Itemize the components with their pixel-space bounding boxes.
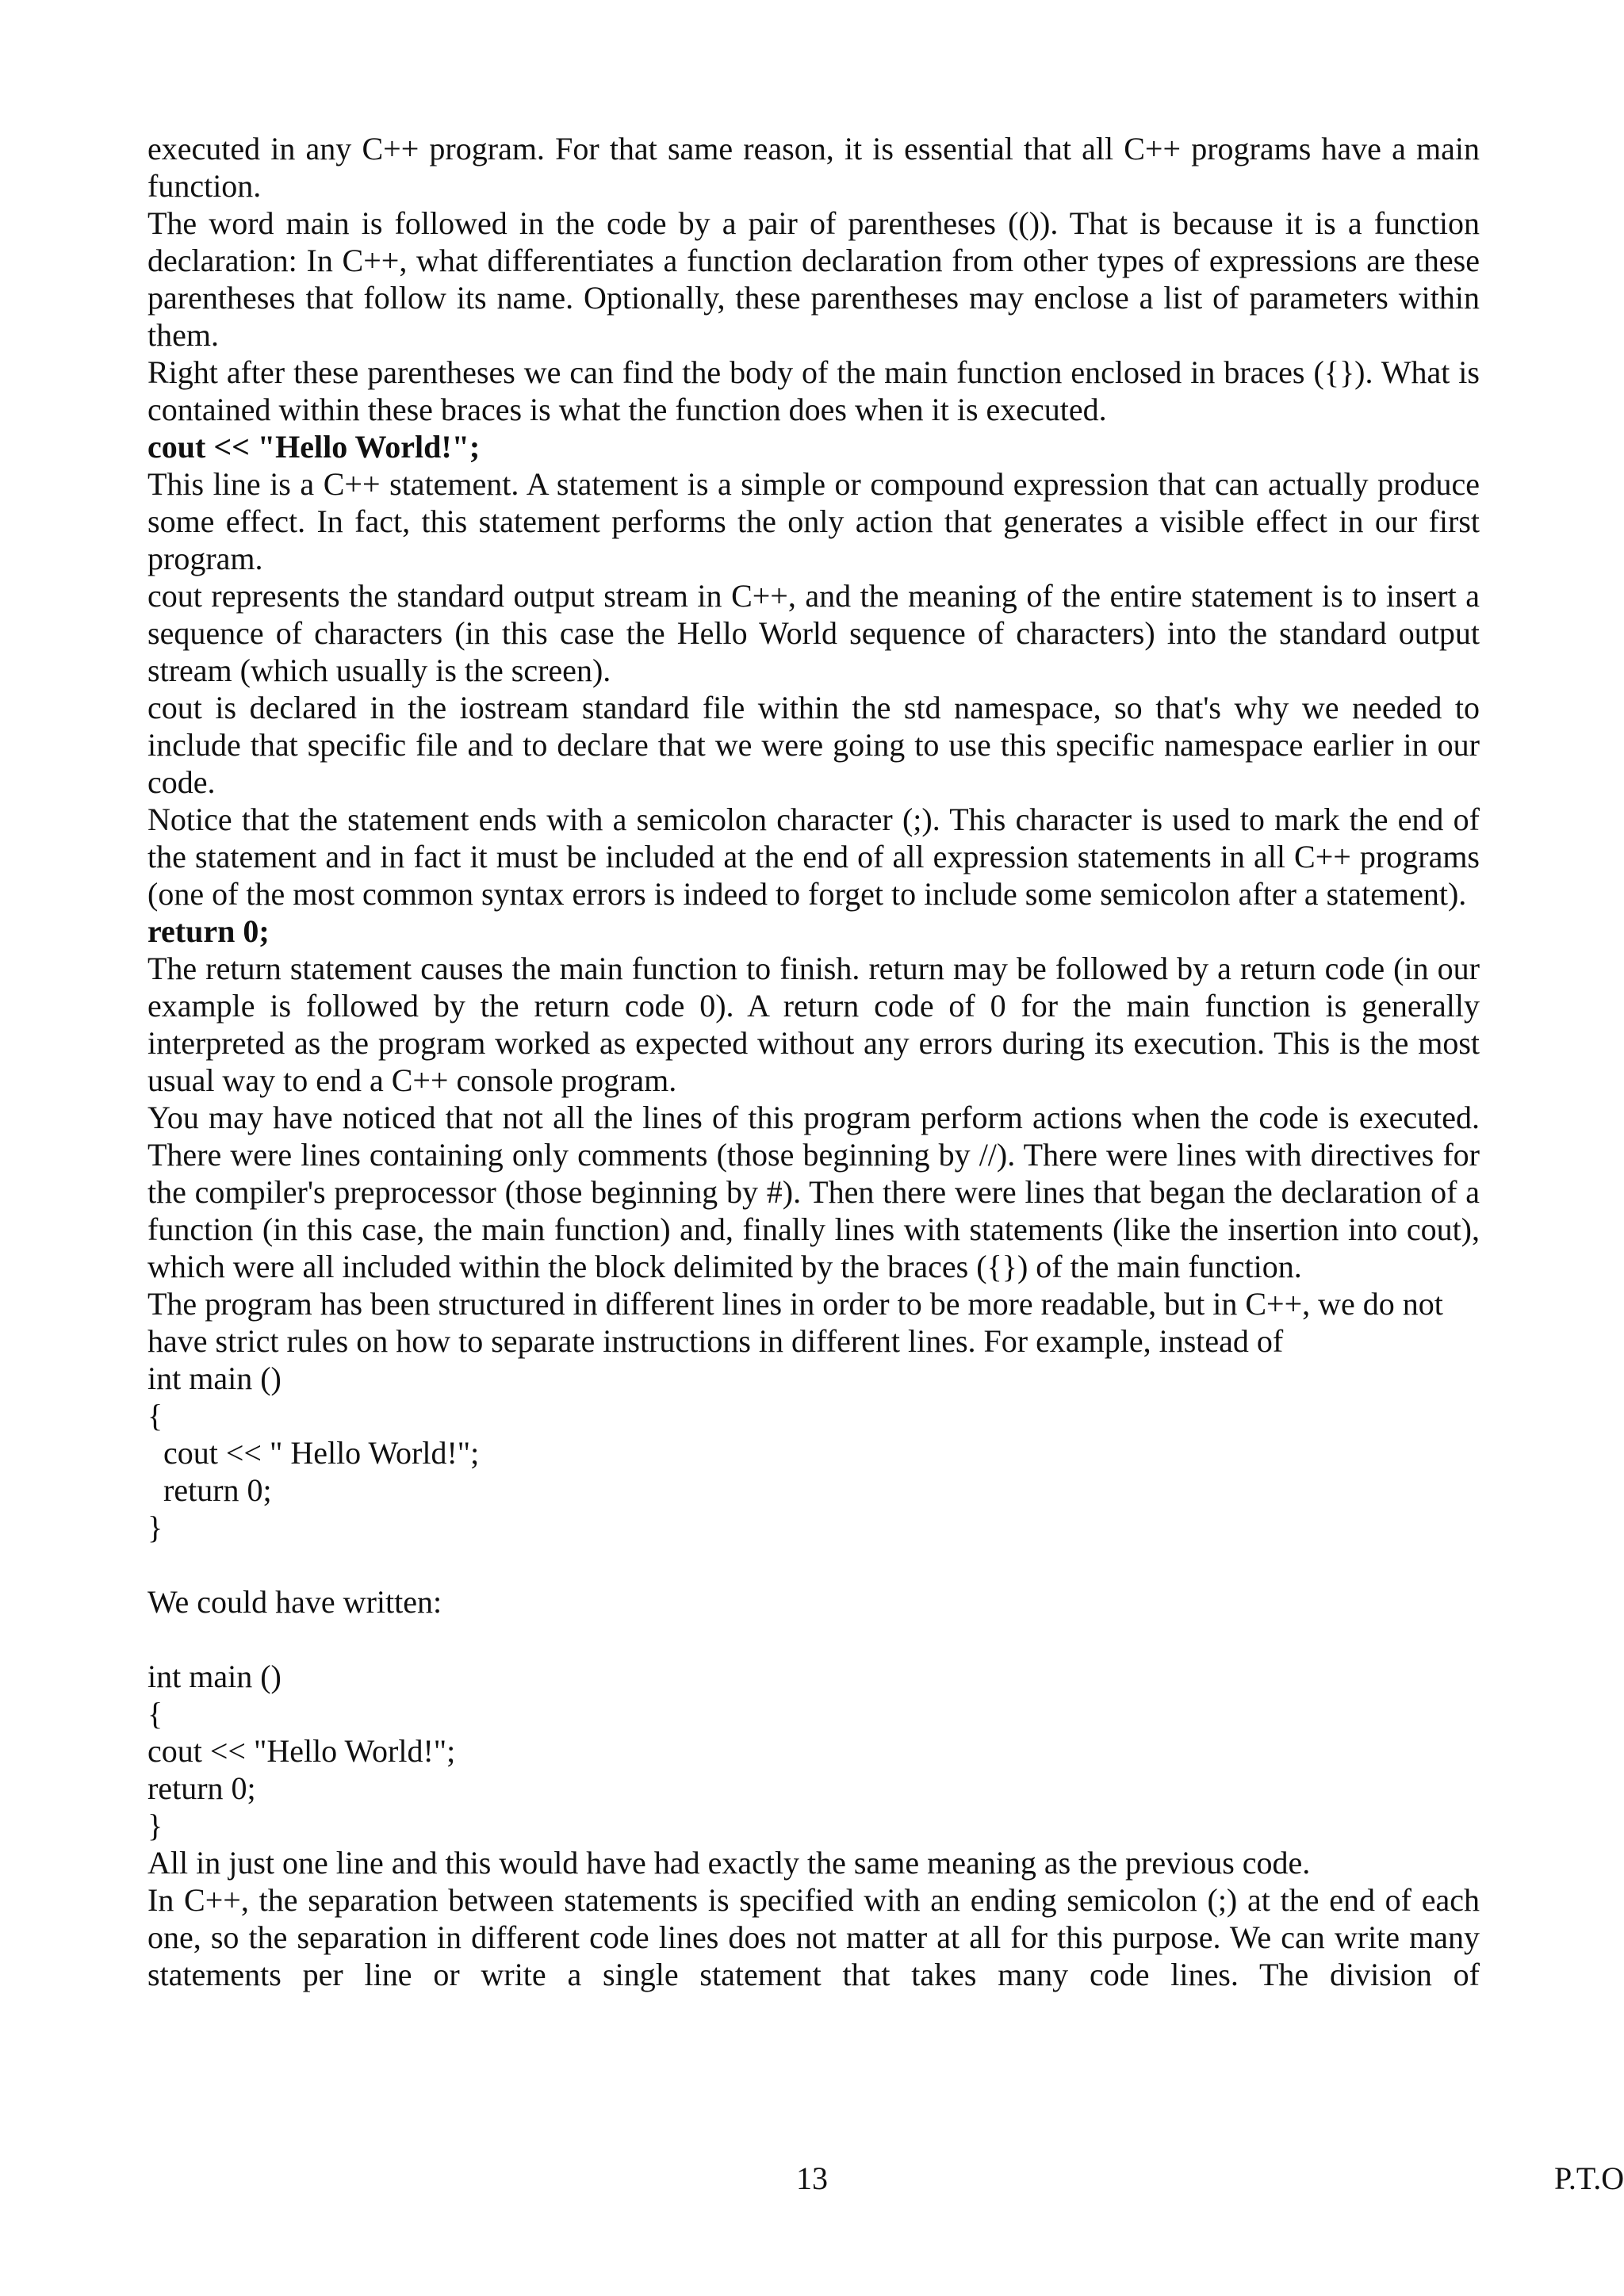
paragraph-return-statement: The return statement causes the main function to finish. return may be followed by a return code (in our example is followed by the return code 0). A return code of 0 for the main function is generally interpreted as the program worked as expected without any errors during its execution. This is the most usual way to end a C++ console program. <box>147 951 1480 1098</box>
paragraph-one-line: All in just one line and this would have had exactly the same meaning as the previous code. <box>147 1845 1311 1881</box>
page-number: 13 <box>796 2160 828 2196</box>
paragraph-could-have-written: We could have written: <box>147 1584 442 1620</box>
code-heading-return: return 0; <box>147 913 270 949</box>
paragraph-structure: The program has been structured in different lines in order to be more readable, but in C++, we do not have strict rules on how to separate instructions in different lines. For example, instead of <box>147 1286 1443 1359</box>
spacer <box>147 1621 1480 1658</box>
paragraph-cout-declared: cout is declared in the iostream standard file within the std namespace, so that's why we needed to include that specific file and to declare that we were going to use this specific namespace earlier in our code. <box>147 690 1480 800</box>
paragraph-separation: In C++, the separation between statements is specified with an ending semicolon (;) at the end of each one, so the separation in different code lines does not matter at all for this purpose. We can write many statements per line or write a single statement that takes many code lines. The division of <box>147 1882 1480 1992</box>
pto-marker: P.T.O <box>1554 2160 1624 2196</box>
code-block-indented: int main () { cout << " Hello World!"; return 0; } <box>147 1360 480 1545</box>
paragraph-semicolon: Notice that the statement ends with a semicolon character (;). This character is used to mark the end of the statement and in fact it must be included at the end of all expression statements in all C++ programs (one of the most common syntax errors is indeed to forget to include some semicolon after a statement). <box>147 802 1480 912</box>
code-block-flat: int main () { cout << "Hello World!"; return 0; } <box>147 1659 456 1843</box>
spacer <box>147 1546 1480 1583</box>
paragraph-main-function: executed in any C++ program. For that same reason, it is essential that all C++ programs have a main function. <box>147 131 1480 204</box>
paragraph-lines-overview: You may have noticed that not all the lines of this program perform actions when the code is executed. There were lines containing only comments (those beginning by //). There were lines with directives for the compiler's preprocessor (those beginning by #). Then there were lines that began the declaration of a function (in this case, the main function) and, finally lines with statements (like the insertion into cout), which were all included within the block delimited by the braces ({}) of the main function. <box>147 1100 1480 1284</box>
code-heading-cout: cout << "Hello World!"; <box>147 429 481 465</box>
paragraph-cout-stream: cout represents the standard output stream in C++, and the meaning of the entire statement is to insert a sequence of characters (in this case the Hello World sequence of characters) into the standard output stream (which usually is the screen). <box>147 578 1480 688</box>
page-body <box>147 130 1480 1993</box>
paragraph-braces: Right after these parentheses we can find the body of the main function enclosed in braces ({}). What is contained within these braces is what the function does when it is executed. <box>147 354 1480 427</box>
paragraph-parentheses: The word main is followed in the code by a pair of parentheses (()). That is because it is a function declaration: In C++, what differentiates a function declaration from other types of expressions are these parentheses that follow its name. Optionally, these parentheses may enclose a list of parameters within them. <box>147 205 1480 353</box>
paragraph-statement: This line is a C++ statement. A statement is a simple or compound expression that can actually produce some effect. In fact, this statement performs the only action that generates a visible effect in our first program. <box>147 466 1480 576</box>
